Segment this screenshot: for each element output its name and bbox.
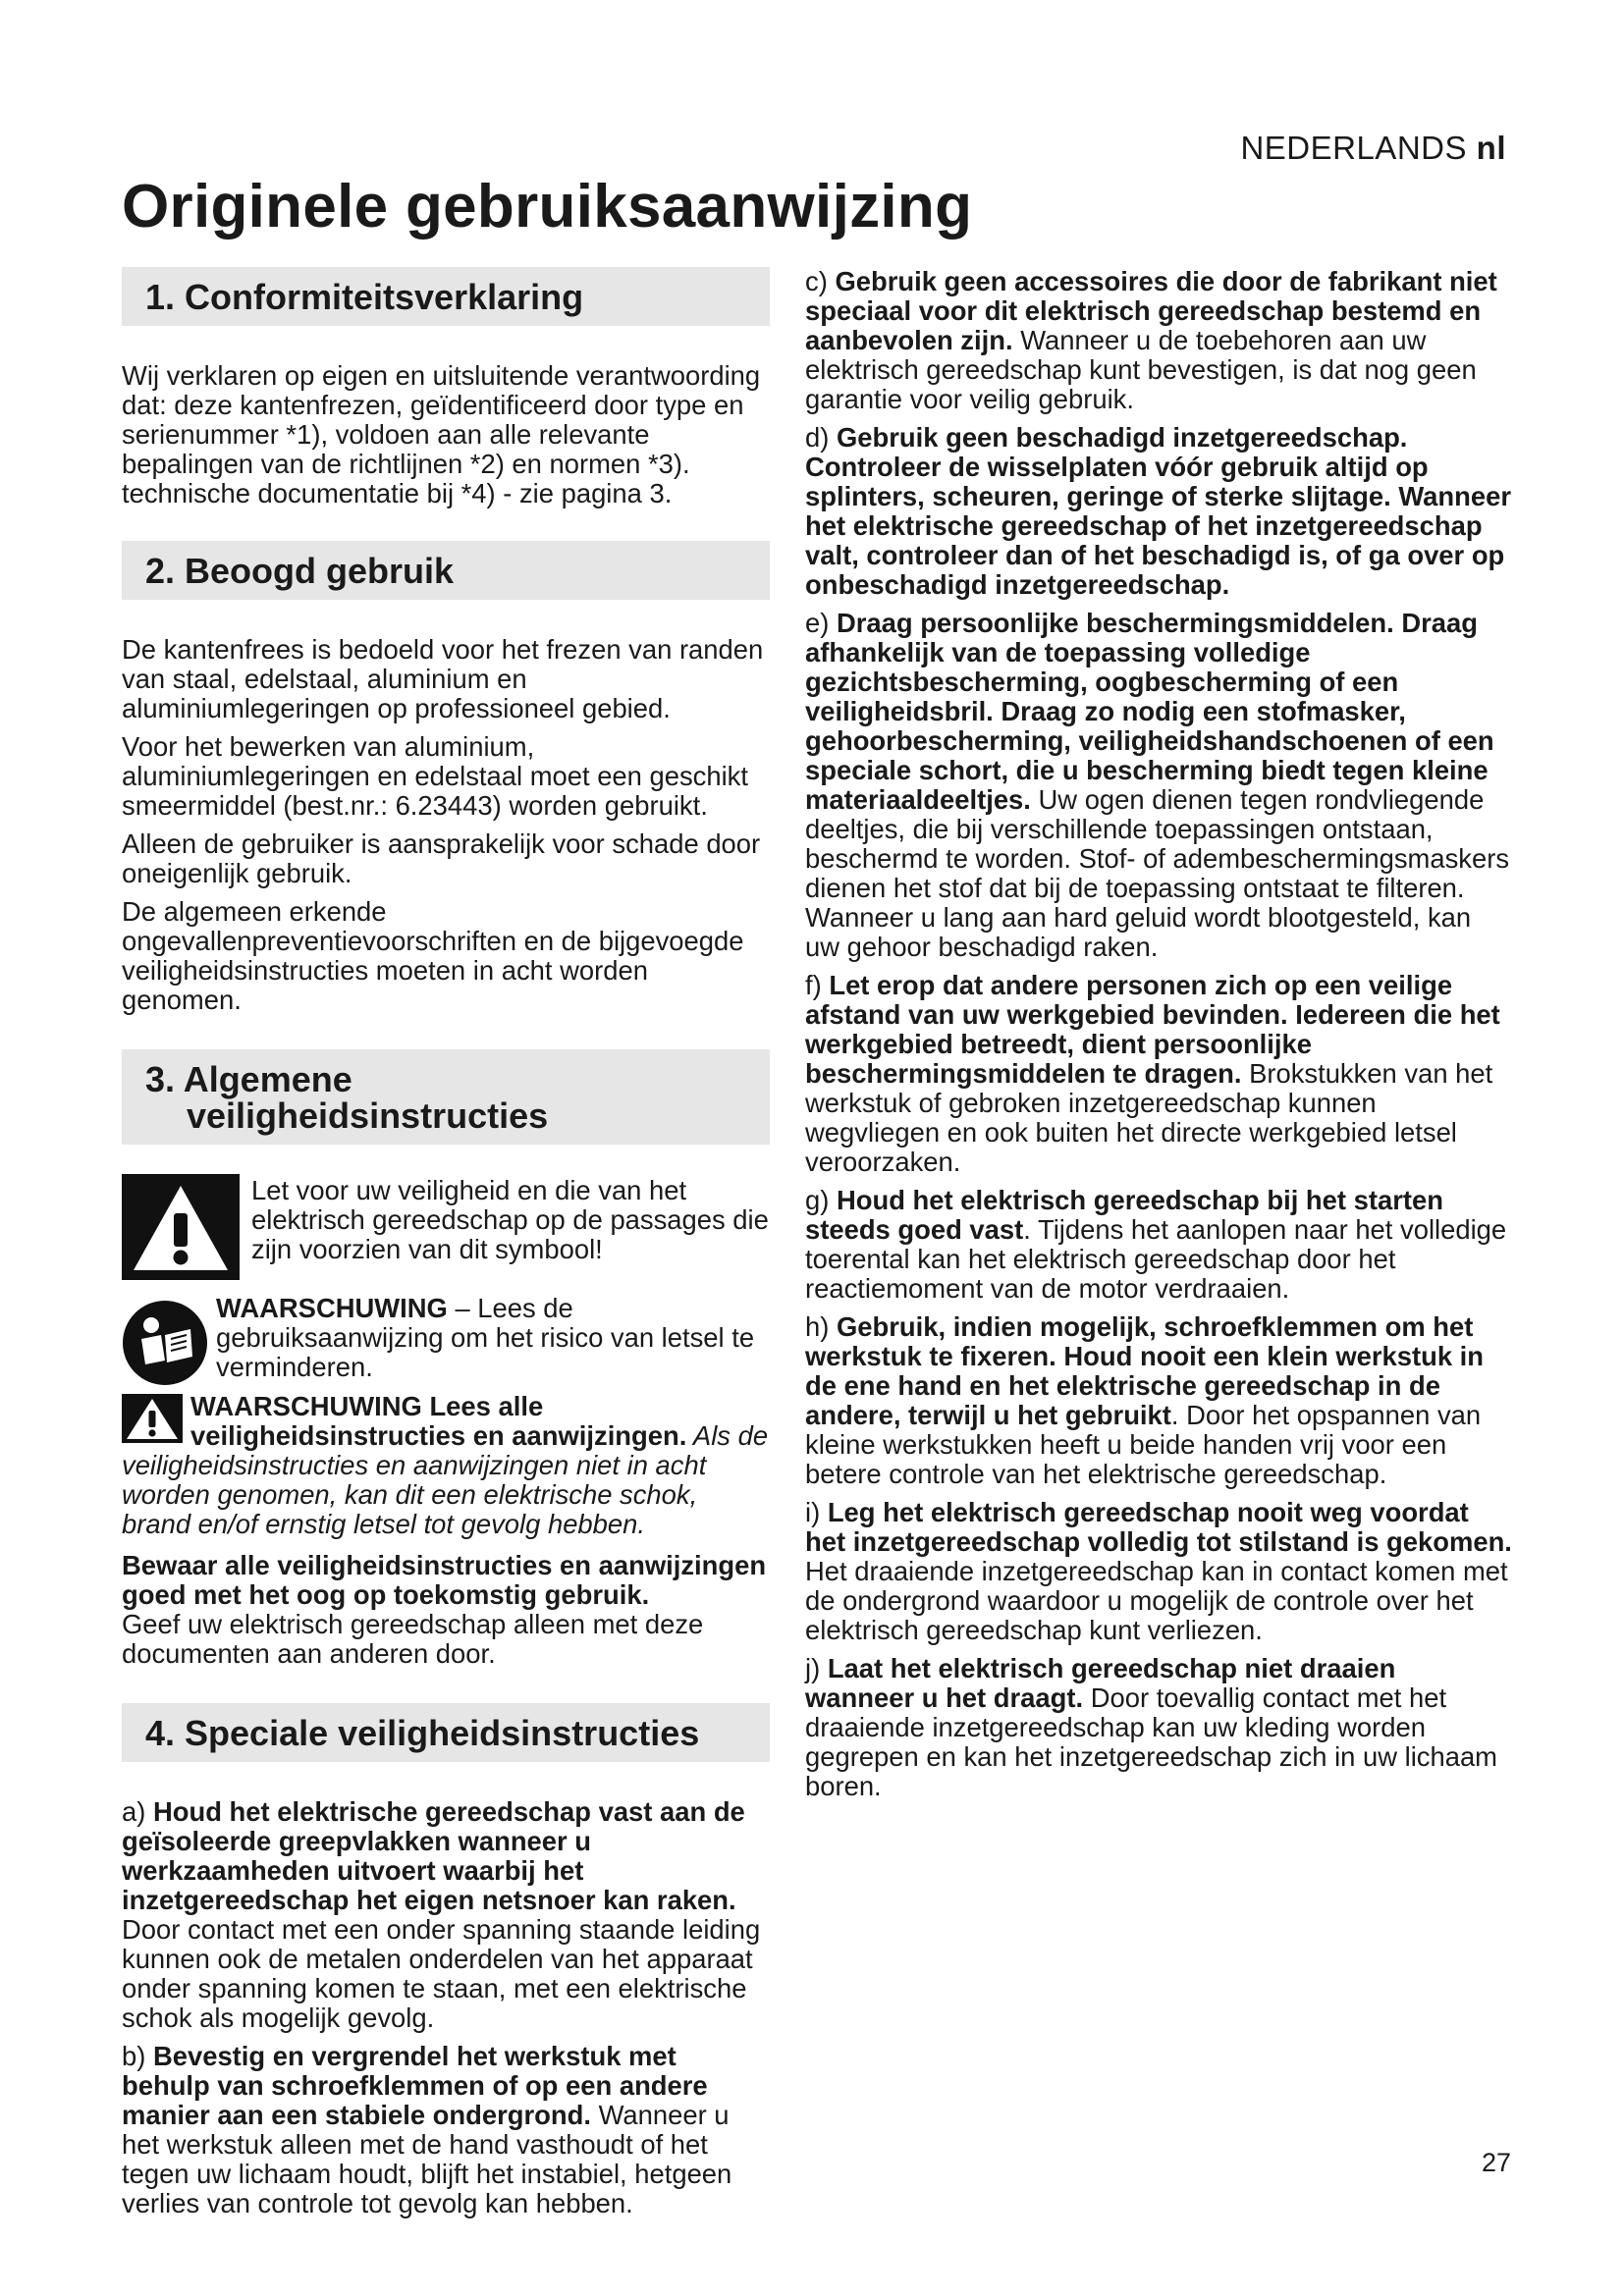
manual-warning-text (216, 1294, 770, 1382)
item-f-text: Brokstukken van het werkstuk of gebroken inzetgereedschap kunnen wegvliegen en ook buiten het directe werkgebied letsel veroorzaken. (805, 1058, 1493, 1177)
keep-instructions-bold (122, 1551, 770, 1610)
item-j (805, 1654, 1512, 1801)
page-number: 27 (1481, 2148, 1511, 2177)
item-a-label: a) (122, 1796, 153, 1827)
item-d (805, 423, 1512, 600)
item-d-bold: Gebruik geen beschadigd inzetgereedschap. Controleer de wisselplaten vóór gebruik altijd op splinters, scheuren, geringe of sterke slijtage. Wanneer het elektrische gereedschap of het inzetgereedschap valt, controleer dan of het beschadigd is, of ga over op onbeschadigd inzetgereedschap. (805, 422, 1511, 600)
general-warning-text (122, 1392, 770, 1539)
item-f-label: f) (805, 970, 830, 1000)
manual-warning-body: – Lees de gebruiksaanwijzing om het risico van letsel te verminderen. (216, 1293, 755, 1382)
item-a-bold: Houd het elektrische gereedschap vast aan de geïsoleerde greepvlakken wanneer u werkzaamheden uitvoert waarbij het inzetgereedschap het eigen netsnoer kan raken. (122, 1796, 745, 1915)
item-e-label: e) (805, 608, 837, 638)
language-name: NEDERLANDS (1240, 130, 1467, 166)
item-c-text: Wanneer u de toebehoren aan uw elektrisch gereedschap kunt bevestigen, is dat nog geen garantie voor veilig gebruik. (805, 325, 1477, 414)
section-3-heading-line2: veiligheidsinstructies (187, 1095, 549, 1136)
section-1-heading: 1. Conformiteitsverklaring (122, 267, 770, 326)
item-a-text: Door contact met een onder spanning staande leiding kunnen ook de metalen onderdelen van het apparaat onder spanning komen te staan, met een elektrische schok als mogelijk gevolg. (122, 1914, 761, 2033)
item-h (805, 1312, 1512, 1489)
item-g-text: . Tijdens het aanlopen naar het volledige toerental kan het elektrisch gereedschap door het reactiemoment van de motor verdraaien. (805, 1214, 1507, 1304)
manual-warning-label: WAARSCHUWING (216, 1293, 448, 1323)
item-e (805, 609, 1512, 962)
keep-instructions-bold-text: Bewaar alle veiligheidsinstructies en aanwijzingen goed met het oog op toekomstig gebruik. (122, 1550, 767, 1610)
item-b (122, 2042, 770, 2218)
item-i (805, 1498, 1512, 1645)
section-3-heading-line1: 3. Algemene (145, 1059, 352, 1099)
right-column (805, 267, 1512, 1810)
intended-use-p1: De kantenfrees is bedoeld voor het frezen van randen van staal, edelstaal, aluminium en aluminiumlegeringen op professioneel gebied. (122, 634, 764, 723)
page-title: Originele gebruiksaanwijzing (122, 173, 973, 240)
left-column (122, 267, 770, 2227)
item-h-label: h) (805, 1311, 837, 1342)
item-e-bold: Draag persoonlijke beschermingsmiddelen. Draag afhankelijk van de toepassing volledige gezichtsbescherming, oogbescherming of een veiligheidsbril. Draag zo nodig een stofmasker, gehoorbescherming, veiligheidshandschoenen of een speciale schort, die u bescherming biedt tegen kleine materiaaldeeltjes. (805, 608, 1494, 815)
item-e-text: Uw ogen dienen tegen rondvliegende deeltjes, die bij verschillende toepassingen ontstaan, beschermd te worden. Stof- of adembeschermingsmaskers dienen het stof dat bij de toepassing ontstaat te filteren. Wanneer u lang aan hard geluid wordt blootgesteld, kan uw gehoor beschadigd raken. (805, 784, 1510, 962)
section-2-heading: 2. Beoogd gebruik (122, 541, 770, 600)
item-g-bold: Houd het elektrisch gereedschap bij het starten steeds goed vast (805, 1185, 1443, 1245)
conformity-text: Wij verklaren op eigen en uitsluitende verantwoording dat: deze kantenfrezen, geïdentificeerd door type en serienummer *1), voldoen aan alle relevante bepalingen van de richtlijnen *2) en normen *3). technische documentatie bij *4) - zie pagina 3. (122, 360, 761, 508)
attention-text: Let voor uw veiligheid en die van het elektrisch gereedschap op de passages die zijn voorzien van dit symbool! (251, 1175, 769, 1264)
item-j-text: Door toevallig contact met het draaiende inzetgereedschap kan uw kleding worden gegrepen en kan het inzetgereedschap zich in uw lichaam boren. (805, 1682, 1498, 1801)
item-d-label: d) (805, 422, 837, 453)
manual-warning-block (122, 1294, 770, 1384)
item-h-text: . Door het opspannen van kleine werkstukken heeft u beide handen vrij voor een betere controle van het elektrische gereedschap. (805, 1400, 1482, 1489)
warning-triangle-small-icon (122, 1394, 183, 1443)
language-label (1240, 130, 1506, 167)
item-g (805, 1186, 1512, 1304)
item-h-bold: Gebruik, indien mogelijk, schroefklemmen om het werkstuk te fixeren. Houd nooit een klein werkstuk in de ene hand en het elektrische gereedschap in de andere, terwijl u het gebruikt (805, 1311, 1485, 1430)
general-warning-italic: Als de veiligheidsinstructies en aanwijzingen niet in acht worden genomen, kan dit een elektrische schok, brand en/of ernstig letsel tot gevolg hebben. (122, 1420, 769, 1539)
item-c-label: c) (805, 266, 836, 296)
item-c (805, 267, 1512, 414)
general-warning-bold: WAARSCHUWING Lees alle veiligheidsinstructies en aanwijzingen. (190, 1391, 687, 1451)
item-g-label: g) (805, 1185, 837, 1215)
item-i-text: Het draaiende inzetgereedschap kan in contact komen met de ondergrond waardoor u mogelijk de controle over het elektrisch gereedschap kunt verliezen. (805, 1556, 1508, 1645)
keep-instructions-text: Geef uw elektrisch gereedschap alleen met deze documenten aan anderen door. (122, 1609, 704, 1669)
general-warning-block (122, 1392, 770, 1539)
intended-use-p2: Voor het bewerken van aluminium, aluminiumlegeringen en edelstaal moet een geschikt smeermiddel (best.nr.: 6.23443) worden gebruikt. (122, 731, 748, 821)
attention-block (122, 1174, 770, 1280)
section-4-heading: 4. Speciale veiligheidsinstructies (122, 1703, 770, 1762)
item-i-label: i) (805, 1497, 828, 1527)
item-b-label: b) (122, 2041, 153, 2071)
warning-triangle-icon (122, 1174, 240, 1280)
intended-use-p4: De algemeen erkende ongevallenpreventievoorschriften en de bijgevoegde veiligheidsinstructies moeten in acht worden genomen. (122, 896, 744, 1015)
read-manual-icon (122, 1300, 208, 1386)
item-a (122, 1797, 770, 2033)
item-b-bold: Bevestig en vergrendel het werkstuk met behulp van schroefklemmen of op een andere manier aan een stabiele ondergrond. (122, 2041, 708, 2130)
item-i-bold: Leg het elektrisch gereedschap nooit weg voordat het inzetgereedschap volledig tot stilstand is gekomen. (805, 1497, 1512, 1557)
item-j-label: j) (805, 1653, 828, 1683)
language-code: nl (1476, 130, 1506, 166)
item-b-text: Wanneer u het werkstuk alleen met de hand vasthoudt of het tegen uw lichaam houdt, blijft het instabiel, hetgeen verlies van controle tot gevolg kan hebben. (122, 2100, 732, 2218)
item-f (805, 971, 1512, 1177)
intended-use-p3: Alleen de gebruiker is aansprakelijk voor schade door oneigenlijk gebruik. (122, 828, 761, 888)
item-j-bold: Laat het elektrisch gereedschap niet draaien wanneer u het draagt. (805, 1653, 1396, 1713)
item-f-bold: Let erop dat andere personen zich op een veilige afstand van uw werkgebied bevinden. Iedereen die het werkgebied betreedt, dient persoonlijke beschermingsmiddelen te dragen. (805, 970, 1500, 1089)
section-3-heading (122, 1049, 770, 1145)
item-c-bold: Gebruik geen accessoires die door de fabrikant niet speciaal voor dit elektrisch gereedschap bestemd en aanbevolen zijn. (805, 266, 1497, 355)
